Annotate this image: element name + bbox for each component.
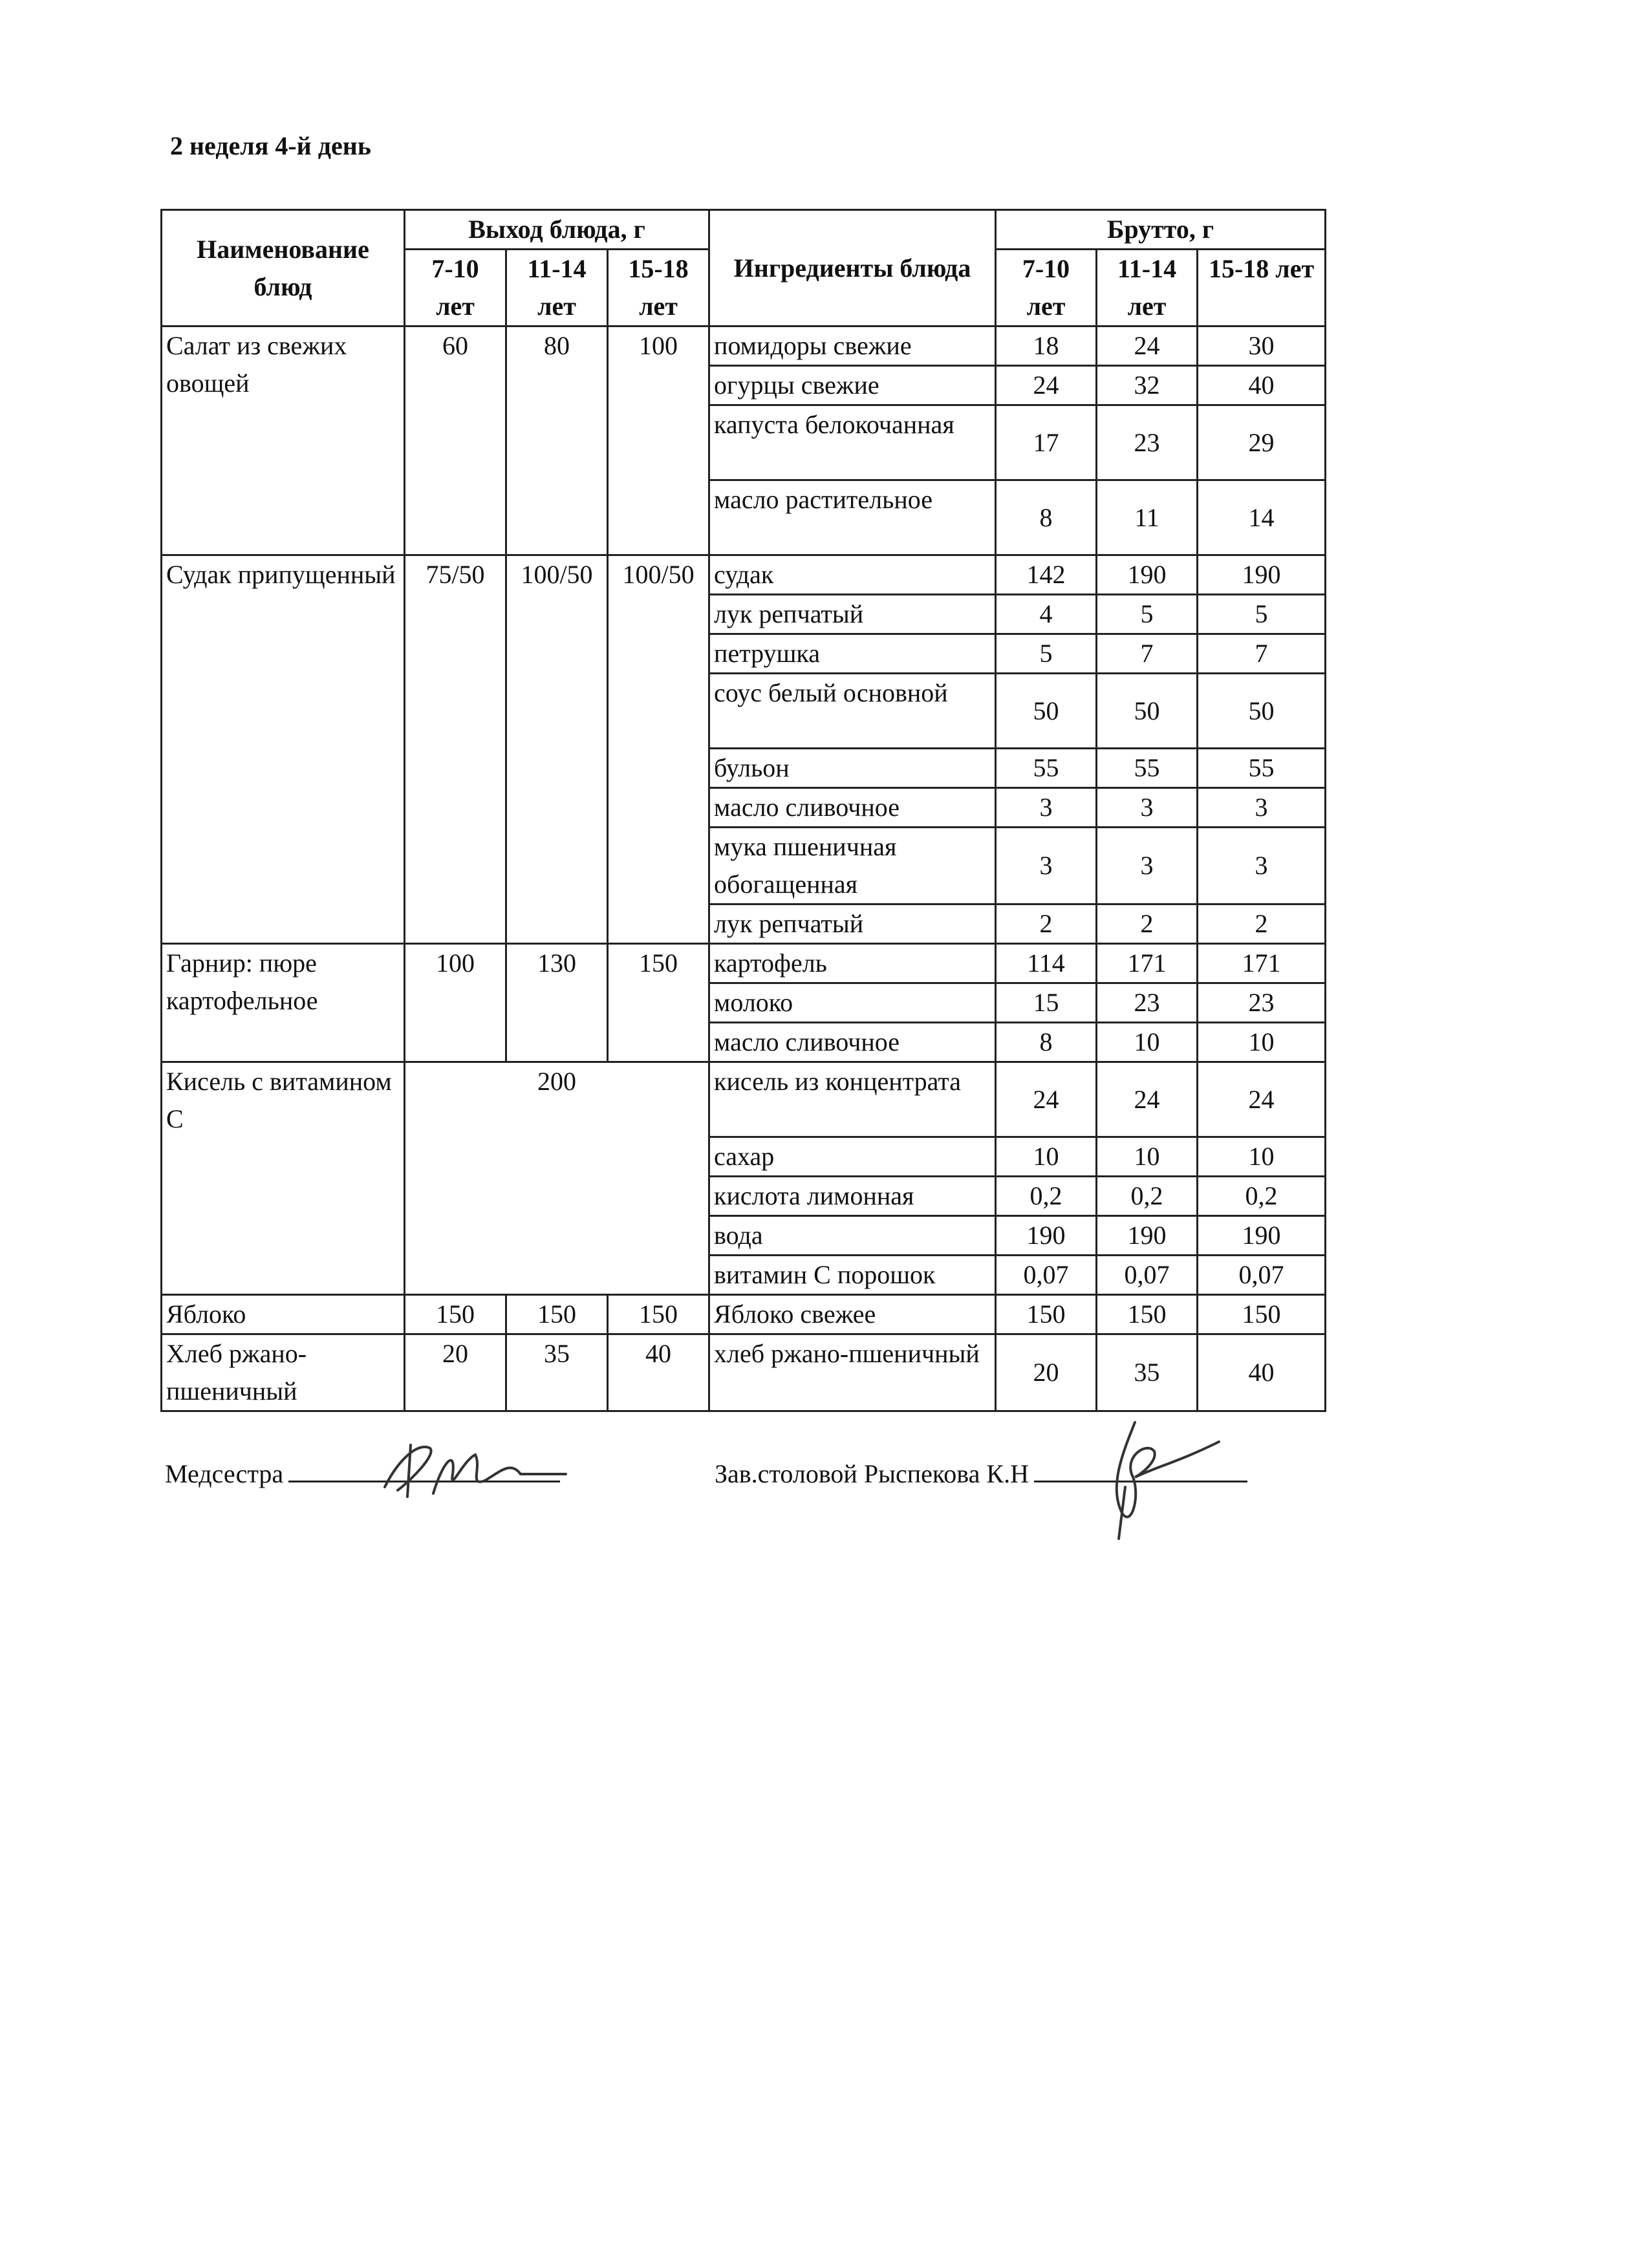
header-brutto-age-15-18: 15-18 лет <box>1198 250 1326 326</box>
brutto-value: 55 <box>1198 749 1326 788</box>
ingredient-name: бульон <box>709 749 996 788</box>
brutto-value: 0,07 <box>1097 1256 1198 1295</box>
table-row <box>162 1062 1326 1137</box>
dish-output: 35 <box>506 1334 608 1411</box>
ingredient-name: капуста белокочанная <box>709 405 996 480</box>
brutto-value: 0,2 <box>1097 1177 1198 1216</box>
brutto-value: 35 <box>1097 1334 1198 1411</box>
ingredient-name: огурцы свежие <box>709 366 996 405</box>
brutto-value: 24 <box>996 366 1097 405</box>
dish-output: 60 <box>405 326 506 555</box>
brutto-value: 0,07 <box>1198 1256 1326 1295</box>
brutto-value: 2 <box>1198 904 1326 944</box>
brutto-value: 50 <box>1198 674 1326 749</box>
brutto-value: 142 <box>996 555 1097 595</box>
manager-handwritten-signature <box>1096 1416 1245 1545</box>
dish-output: 150 <box>608 944 709 1062</box>
brutto-value: 150 <box>1097 1295 1198 1334</box>
table-row <box>162 326 1326 366</box>
brutto-value: 190 <box>1198 1216 1326 1256</box>
table-row <box>162 944 1326 983</box>
dish-output: 150 <box>405 1295 506 1334</box>
brutto-value: 190 <box>996 1216 1097 1256</box>
brutto-value: 23 <box>1097 405 1198 480</box>
brutto-value: 3 <box>996 788 1097 828</box>
brutto-value: 29 <box>1198 405 1326 480</box>
brutto-value: 40 <box>1198 366 1326 405</box>
brutto-value: 2 <box>1097 904 1198 944</box>
brutto-value: 8 <box>996 1023 1097 1062</box>
brutto-value: 18 <box>996 326 1097 366</box>
dish-output: 100 <box>608 326 709 555</box>
brutto-value: 171 <box>1097 944 1198 983</box>
header-output-age-15-18: 15-18 лет <box>608 250 709 326</box>
dish-output: 100/50 <box>506 555 608 944</box>
brutto-value: 3 <box>1198 788 1326 828</box>
ingredient-name: судак <box>709 555 996 595</box>
header-brutto-age-7-10: 7-10 лет <box>996 250 1097 326</box>
dish-name: Яблоко <box>162 1295 405 1334</box>
ingredient-name: кисель из концентрата <box>709 1062 996 1137</box>
brutto-value: 5 <box>996 634 1097 674</box>
brutto-value: 190 <box>1198 555 1326 595</box>
dish-name: Гарнир: пюре картофельное <box>162 944 405 1062</box>
manager-label: Зав.столовой Рыспекова К.Н <box>715 1459 1029 1488</box>
header-brutto: Брутто, г <box>996 210 1326 250</box>
brutto-value: 24 <box>1097 326 1198 366</box>
brutto-value: 2 <box>996 904 1097 944</box>
table-row <box>162 1295 1326 1334</box>
dish-name: Салат из свежих овощей <box>162 326 405 555</box>
header-brutto-age-11-14: 11-14 лет <box>1097 250 1198 326</box>
brutto-value: 150 <box>996 1295 1097 1334</box>
brutto-value: 55 <box>1097 749 1198 788</box>
brutto-value: 10 <box>1198 1023 1326 1062</box>
ingredient-name: кислота лимонная <box>709 1177 996 1216</box>
brutto-value: 3 <box>1097 788 1198 828</box>
ingredient-name: картофель <box>709 944 996 983</box>
brutto-value: 20 <box>996 1334 1097 1411</box>
brutto-value: 3 <box>996 828 1097 904</box>
table-row <box>162 555 1326 595</box>
table-row <box>162 1334 1326 1411</box>
dish-output: 75/50 <box>405 555 506 944</box>
ingredient-name: петрушка <box>709 634 996 674</box>
brutto-value: 3 <box>1097 828 1198 904</box>
ingredient-name: масло сливочное <box>709 1023 996 1062</box>
dish-output: 20 <box>405 1334 506 1411</box>
ingredient-name: лук репчатый <box>709 595 996 634</box>
brutto-value: 30 <box>1198 326 1326 366</box>
dish-output: 100/50 <box>608 555 709 944</box>
brutto-value: 8 <box>996 480 1097 555</box>
ingredient-name: сахар <box>709 1137 996 1177</box>
header-dish-name: Наименование блюд <box>162 210 405 326</box>
brutto-value: 171 <box>1198 944 1326 983</box>
brutto-value: 50 <box>1097 674 1198 749</box>
dish-output: 200 <box>405 1062 709 1295</box>
dish-output: 130 <box>506 944 608 1062</box>
brutto-value: 5 <box>1198 595 1326 634</box>
brutto-value: 10 <box>1198 1137 1326 1177</box>
nurse-label: Медсестра <box>165 1459 284 1488</box>
ingredient-name: масло сливочное <box>709 788 996 828</box>
brutto-value: 114 <box>996 944 1097 983</box>
ingredient-name: хлеб ржано-пшеничный <box>709 1334 996 1411</box>
brutto-value: 0,2 <box>996 1177 1097 1216</box>
ingredient-name: лук репчатый <box>709 904 996 944</box>
header-output: Выход блюда, г <box>405 210 709 250</box>
brutto-value: 10 <box>1097 1023 1198 1062</box>
brutto-value: 55 <box>996 749 1097 788</box>
brutto-value: 10 <box>1097 1137 1198 1177</box>
brutto-value: 150 <box>1198 1295 1326 1334</box>
brutto-value: 50 <box>996 674 1097 749</box>
brutto-value: 0,2 <box>1198 1177 1326 1216</box>
dish-name: Хлеб ржано-пшеничный <box>162 1334 405 1411</box>
ingredient-name: молоко <box>709 983 996 1023</box>
header-ingredients: Ингредиенты блюда <box>709 210 996 326</box>
brutto-value: 5 <box>1097 595 1198 634</box>
dish-name: Кисель с витамином С <box>162 1062 405 1295</box>
brutto-value: 0,07 <box>996 1256 1097 1295</box>
nurse-handwritten-signature <box>372 1435 579 1506</box>
ingredient-name: мука пшеничная обогащенная <box>709 828 996 904</box>
dish-output: 100 <box>405 944 506 1062</box>
brutto-value: 4 <box>996 595 1097 634</box>
brutto-value: 10 <box>996 1137 1097 1177</box>
brutto-value: 23 <box>1097 983 1198 1023</box>
page-title: 2 неделя 4-й день <box>170 131 371 160</box>
ingredient-name: масло растительное <box>709 480 996 555</box>
brutto-value: 32 <box>1097 366 1198 405</box>
brutto-value: 190 <box>1097 555 1198 595</box>
brutto-value: 24 <box>1097 1062 1198 1137</box>
brutto-value: 7 <box>1198 634 1326 674</box>
brutto-value: 7 <box>1097 634 1198 674</box>
brutto-value: 3 <box>1198 828 1326 904</box>
header-output-age-11-14: 11-14 лет <box>506 250 608 326</box>
brutto-value: 190 <box>1097 1216 1198 1256</box>
dish-output: 150 <box>506 1295 608 1334</box>
brutto-value: 24 <box>996 1062 1097 1137</box>
dish-output: 150 <box>608 1295 709 1334</box>
brutto-value: 23 <box>1198 983 1326 1023</box>
ingredient-name: помидоры свежие <box>709 326 996 366</box>
brutto-value: 15 <box>996 983 1097 1023</box>
ingredient-name: соус белый основной <box>709 674 996 749</box>
brutto-value: 40 <box>1198 1334 1326 1411</box>
ingredient-name: вода <box>709 1216 996 1256</box>
brutto-value: 14 <box>1198 480 1326 555</box>
dish-name: Судак припущенный <box>162 555 405 944</box>
ingredient-name: Яблоко свежее <box>709 1295 996 1334</box>
signature-block <box>165 1455 1303 1552</box>
menu-table <box>160 209 1326 1412</box>
dish-output: 40 <box>608 1334 709 1411</box>
brutto-value: 24 <box>1198 1062 1326 1137</box>
dish-output: 80 <box>506 326 608 555</box>
header-output-age-7-10: 7-10 лет <box>405 250 506 326</box>
brutto-value: 11 <box>1097 480 1198 555</box>
ingredient-name: витамин С порошок <box>709 1256 996 1295</box>
brutto-value: 17 <box>996 405 1097 480</box>
